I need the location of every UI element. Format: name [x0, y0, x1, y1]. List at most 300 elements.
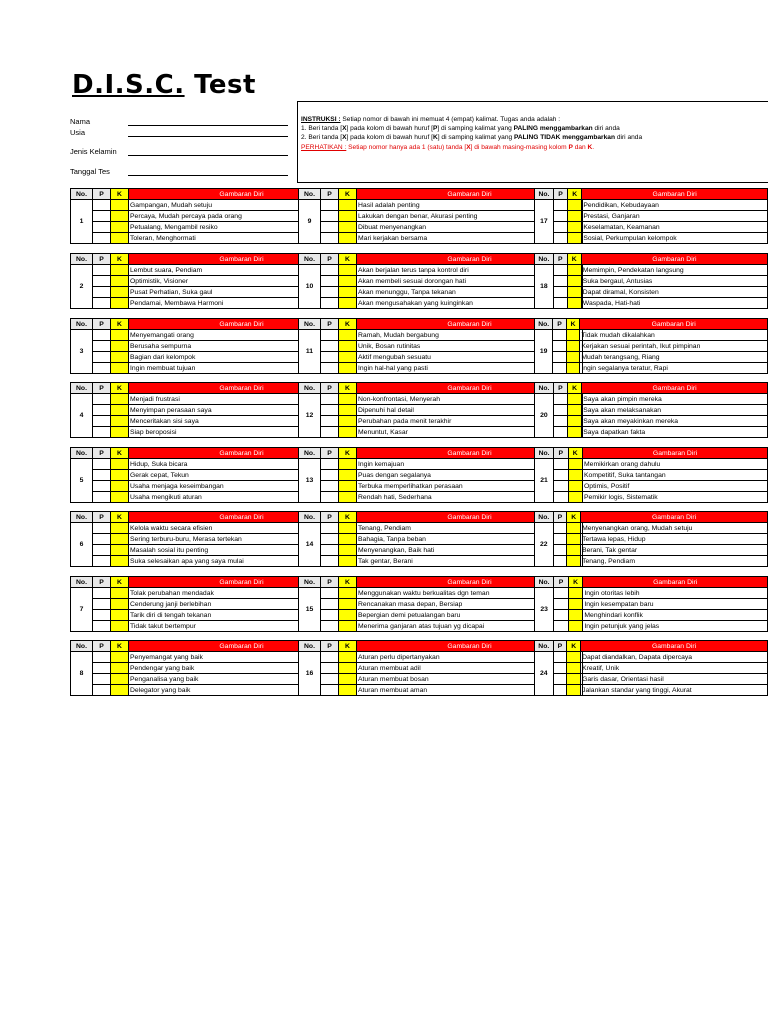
k-checkbox[interactable] — [568, 588, 583, 599]
question-number: 12 — [299, 394, 321, 438]
header-no: No. — [71, 383, 93, 394]
p-checkbox[interactable] — [93, 330, 111, 341]
k-checkbox[interactable] — [111, 599, 129, 610]
k-checkbox[interactable] — [567, 287, 581, 298]
statement-text: Delegator yang baik — [129, 685, 355, 696]
p-checkbox[interactable] — [321, 394, 339, 405]
statement-text: Tak gentar, Berani — [357, 556, 583, 567]
header-p: P — [553, 383, 567, 394]
k-checkbox[interactable] — [567, 674, 581, 685]
p-checkbox[interactable] — [93, 405, 111, 416]
p-checkbox[interactable] — [321, 276, 339, 287]
statement-row — [535, 265, 768, 276]
header-no: No. — [535, 189, 554, 200]
question-number: 7 — [71, 588, 93, 632]
k-checkbox[interactable] — [339, 588, 357, 599]
k-checkbox[interactable] — [339, 652, 357, 663]
k-checkbox[interactable] — [111, 200, 129, 211]
p-checkbox[interactable] — [553, 416, 567, 427]
k-checkbox[interactable] — [111, 492, 129, 503]
header-description: Gambaran Diri — [581, 512, 768, 523]
statement-text: Ingin kesempatan baru — [583, 599, 768, 610]
p-checkbox[interactable] — [93, 459, 111, 470]
k-checkbox[interactable] — [566, 341, 580, 352]
header-no: No. — [299, 448, 321, 459]
k-checkbox[interactable] — [111, 470, 129, 481]
header-p: P — [321, 577, 339, 588]
k-checkbox[interactable] — [339, 685, 357, 696]
statement-text: Tarik diri di tengah tekanan — [129, 610, 355, 621]
p-checkbox[interactable] — [93, 427, 111, 438]
header-no: No. — [299, 641, 321, 652]
k-checkbox[interactable] — [567, 427, 581, 438]
p-checkbox[interactable] — [554, 481, 568, 492]
k-checkbox[interactable] — [111, 610, 129, 621]
p-checkbox[interactable] — [93, 298, 111, 309]
p-checkbox[interactable] — [93, 610, 111, 621]
header-no: No. — [299, 189, 321, 200]
p-checkbox[interactable] — [93, 222, 111, 233]
p-checkbox[interactable] — [553, 545, 567, 556]
p-checkbox[interactable] — [93, 470, 111, 481]
k-checkbox[interactable] — [568, 621, 583, 632]
statement-text: Ingin hal-hal yang pasti — [357, 363, 583, 374]
k-checkbox[interactable] — [568, 481, 583, 492]
p-checkbox[interactable] — [93, 233, 111, 244]
age-label: Usia — [70, 128, 86, 137]
question-block-19 — [534, 318, 768, 374]
k-checkbox[interactable] — [568, 211, 582, 222]
header-p: P — [321, 189, 339, 200]
k-checkbox[interactable] — [339, 599, 357, 610]
p-checkbox[interactable] — [321, 287, 339, 298]
statement-text: Penganalisa yang baik — [129, 674, 355, 685]
k-checkbox[interactable] — [567, 685, 581, 696]
k-checkbox[interactable] — [567, 545, 581, 556]
p-checkbox[interactable] — [321, 265, 339, 276]
statement-text: Menerima ganjaran atas tujuan yg dicapai — [357, 621, 583, 632]
k-checkbox[interactable] — [339, 610, 357, 621]
p-checkbox[interactable] — [321, 298, 339, 309]
statement-text: Sering terburu-buru, Merasa tertekan — [129, 534, 355, 545]
p-checkbox[interactable] — [93, 200, 111, 211]
p-checkbox[interactable] — [553, 523, 567, 534]
k-checkbox[interactable] — [111, 394, 129, 405]
header-description: Gambaran Diri — [129, 189, 355, 200]
statement-text: Menyenangkan orang, Mudah setuju — [581, 523, 768, 534]
p-checkbox[interactable] — [321, 652, 339, 663]
statement-text: Dibuat menyenangkan — [357, 222, 583, 233]
k-checkbox[interactable] — [339, 621, 357, 632]
question-number: 21 — [535, 459, 554, 503]
k-checkbox[interactable] — [567, 523, 581, 534]
k-checkbox[interactable] — [339, 545, 357, 556]
header-no: No. — [535, 254, 554, 265]
k-checkbox[interactable] — [111, 352, 129, 363]
statement-text: Akan menunggu, Tanpa tekanan — [357, 287, 583, 298]
k-checkbox[interactable] — [111, 298, 129, 309]
p-checkbox[interactable] — [93, 685, 111, 696]
header-no: No. — [299, 512, 321, 523]
header-description: Gambaran Diri — [129, 319, 355, 330]
p-checkbox[interactable] — [321, 674, 339, 685]
k-checkbox[interactable] — [111, 427, 129, 438]
header-k: K — [567, 512, 581, 523]
p-checkbox[interactable] — [553, 222, 567, 233]
k-checkbox[interactable] — [339, 523, 357, 534]
p-checkbox[interactable] — [321, 341, 339, 352]
p-checkbox[interactable] — [321, 459, 339, 470]
statement-text: Aturan perlu dipertanyakan — [357, 652, 583, 663]
p-checkbox[interactable] — [321, 470, 339, 481]
k-checkbox[interactable] — [111, 211, 129, 222]
p-checkbox[interactable] — [554, 459, 568, 470]
k-checkbox[interactable] — [339, 416, 357, 427]
k-checkbox[interactable] — [567, 652, 581, 663]
k-checkbox[interactable] — [111, 330, 129, 341]
statement-text: Mari kerjakan bersama — [357, 233, 583, 244]
p-checkbox[interactable] — [321, 330, 339, 341]
p-checkbox[interactable] — [93, 492, 111, 503]
header-k: K — [339, 319, 357, 330]
k-checkbox[interactable] — [339, 330, 357, 341]
statement-row — [535, 405, 768, 416]
statement-row — [535, 459, 768, 470]
k-checkbox[interactable] — [567, 405, 581, 416]
k-checkbox[interactable] — [111, 405, 129, 416]
p-checkbox[interactable] — [553, 287, 567, 298]
k-checkbox[interactable] — [339, 222, 357, 233]
k-checkbox[interactable] — [339, 492, 357, 503]
question-block-18 — [534, 253, 768, 309]
name-field[interactable] — [128, 125, 288, 126]
k-checkbox[interactable] — [567, 663, 581, 674]
k-checkbox[interactable] — [339, 265, 357, 276]
header-k: K — [111, 641, 129, 652]
statement-text: Saya akan pimpin mereka — [582, 394, 768, 405]
k-checkbox[interactable] — [339, 470, 357, 481]
statement-text: Suka selesaikan apa yang saya mulai — [129, 556, 355, 567]
p-checkbox[interactable] — [321, 588, 339, 599]
header-k: K — [568, 189, 582, 200]
statement-text: Optimistik, Visioner — [129, 276, 355, 287]
k-checkbox[interactable] — [111, 652, 129, 663]
k-checkbox[interactable] — [111, 545, 129, 556]
p-checkbox[interactable] — [321, 534, 339, 545]
p-checkbox[interactable] — [554, 610, 569, 621]
p-checkbox[interactable] — [93, 621, 111, 632]
k-checkbox[interactable] — [111, 685, 129, 696]
k-checkbox[interactable] — [567, 265, 581, 276]
k-checkbox[interactable] — [339, 276, 357, 287]
k-checkbox[interactable] — [568, 459, 583, 470]
p-checkbox[interactable] — [553, 265, 567, 276]
k-checkbox[interactable] — [566, 352, 580, 363]
statement-row — [535, 481, 768, 492]
question-number: 10 — [299, 265, 321, 309]
p-checkbox[interactable] — [321, 492, 339, 503]
k-checkbox[interactable] — [111, 663, 129, 674]
k-checkbox[interactable] — [111, 459, 129, 470]
instruction-line-2: 2. Beri tanda [X] pada kolom di bawah huruf [K] di samping kalimat yang PALING TIDAK menggambarkan diri anda — [301, 134, 643, 142]
k-checkbox[interactable] — [339, 663, 357, 674]
p-checkbox[interactable] — [321, 556, 339, 567]
statement-text: Akan membeli sesuai dorongan hati — [357, 276, 583, 287]
statement-text: Kerjakan sesuai perintah, Ikut pimpinan — [580, 341, 768, 352]
k-checkbox[interactable] — [339, 287, 357, 298]
p-checkbox[interactable] — [553, 363, 566, 374]
p-checkbox[interactable] — [93, 363, 111, 374]
statement-text: Masalah sosial itu penting — [129, 545, 355, 556]
p-checkbox[interactable] — [553, 427, 567, 438]
statement-text: Penyemangat yang baik — [129, 652, 355, 663]
question-block-24 — [534, 640, 768, 696]
p-checkbox[interactable] — [553, 394, 567, 405]
instruction-line-1: 1. Beri tanda [X] pada kolom di bawah huruf [P] di samping kalimat yang PALING menggambarkan diri anda — [301, 125, 620, 133]
k-checkbox[interactable] — [111, 341, 129, 352]
k-checkbox[interactable] — [339, 405, 357, 416]
p-checkbox[interactable] — [93, 556, 111, 567]
p-checkbox[interactable] — [553, 652, 567, 663]
header-description: Gambaran Diri — [129, 641, 355, 652]
statement-row — [535, 492, 768, 503]
statement-text: Menyimpan perasaan saya — [129, 405, 355, 416]
question-number: 11 — [299, 330, 321, 374]
statement-text: Gerak cepat, Tekun — [129, 470, 355, 481]
p-checkbox[interactable] — [93, 265, 111, 276]
p-checkbox[interactable] — [321, 200, 339, 211]
p-checkbox[interactable] — [93, 394, 111, 405]
instruction-warning: PERHATIKAN : Setiap nomor hanya ada 1 (satu) tanda [X] di bawah masing-masing kolom P dan K. — [301, 143, 595, 151]
p-checkbox[interactable] — [553, 663, 567, 674]
k-checkbox[interactable] — [339, 298, 357, 309]
statement-row — [535, 523, 768, 534]
header-p: P — [93, 577, 111, 588]
p-checkbox[interactable] — [321, 211, 339, 222]
k-checkbox[interactable] — [111, 621, 129, 632]
statement-text: Dapat diandalkan, Dapata dipercaya — [581, 652, 768, 663]
p-checkbox[interactable] — [553, 685, 567, 696]
statement-text: Memimpin, Pendekatan langsung — [581, 265, 767, 276]
statement-text: Tenang, Pendiam — [581, 556, 768, 567]
statement-text: Tenang, Pendiam — [357, 523, 583, 534]
k-checkbox[interactable] — [339, 534, 357, 545]
k-checkbox[interactable] — [568, 200, 582, 211]
k-checkbox[interactable] — [339, 363, 357, 374]
gender-field[interactable] — [128, 155, 288, 156]
k-checkbox[interactable] — [568, 222, 582, 233]
p-checkbox[interactable] — [93, 534, 111, 545]
statement-text: Tidak takut bertempur — [129, 621, 355, 632]
header-no: No. — [71, 319, 93, 330]
p-checkbox[interactable] — [321, 545, 339, 556]
k-checkbox[interactable] — [568, 599, 583, 610]
p-checkbox[interactable] — [553, 534, 567, 545]
name-label: Nama — [70, 117, 91, 126]
statement-text: Berusaha sempurna — [129, 341, 355, 352]
header-k: K — [339, 512, 357, 523]
k-checkbox[interactable] — [339, 556, 357, 567]
p-checkbox[interactable] — [553, 298, 567, 309]
page-title — [72, 70, 256, 100]
k-checkbox[interactable] — [339, 394, 357, 405]
p-checkbox[interactable] — [93, 416, 111, 427]
k-checkbox[interactable] — [339, 211, 357, 222]
k-checkbox[interactable] — [339, 481, 357, 492]
p-checkbox[interactable] — [93, 523, 111, 534]
statement-row — [535, 545, 768, 556]
p-checkbox[interactable] — [93, 545, 111, 556]
p-checkbox[interactable] — [553, 330, 566, 341]
statement-text: Tertawa lepas, Hidup — [581, 534, 768, 545]
k-checkbox[interactable] — [339, 674, 357, 685]
p-checkbox[interactable] — [93, 287, 111, 298]
question-number: 14 — [299, 523, 321, 567]
statement-text: Jalankan standar yang tinggi, Akurat — [581, 685, 768, 696]
question-number: 22 — [535, 523, 554, 567]
header-k: K — [339, 189, 357, 200]
k-checkbox[interactable] — [111, 287, 129, 298]
statement-text: Memikirkan orang dahulu — [583, 459, 768, 470]
p-checkbox[interactable] — [553, 352, 566, 363]
header-p: P — [321, 512, 339, 523]
age-field[interactable] — [128, 136, 288, 137]
p-checkbox[interactable] — [321, 481, 339, 492]
p-checkbox[interactable] — [554, 599, 569, 610]
k-checkbox[interactable] — [111, 416, 129, 427]
header-description: Gambaran Diri — [129, 512, 355, 523]
header-p: P — [93, 319, 111, 330]
statement-row — [535, 674, 768, 685]
title-word: Test — [194, 70, 256, 100]
p-checkbox[interactable] — [321, 663, 339, 674]
k-checkbox[interactable] — [567, 556, 581, 567]
k-checkbox[interactable] — [567, 394, 581, 405]
p-checkbox[interactable] — [553, 341, 566, 352]
header-no: No. — [299, 254, 321, 265]
statement-row — [535, 298, 768, 309]
header-no: No. — [71, 641, 93, 652]
p-checkbox[interactable] — [321, 352, 339, 363]
statement-text: Lembut suara, Pendiam — [129, 265, 355, 276]
p-checkbox[interactable] — [554, 492, 568, 503]
p-checkbox[interactable] — [321, 523, 339, 534]
p-checkbox[interactable] — [93, 599, 111, 610]
k-checkbox[interactable] — [111, 556, 129, 567]
p-checkbox[interactable] — [553, 233, 567, 244]
statement-row — [535, 652, 768, 663]
p-checkbox[interactable] — [321, 416, 339, 427]
question-number: 3 — [71, 330, 93, 374]
k-checkbox[interactable] — [339, 341, 357, 352]
statement-text: Aturan membuat bosan — [357, 674, 583, 685]
k-checkbox[interactable] — [568, 610, 583, 621]
k-checkbox[interactable] — [111, 674, 129, 685]
k-checkbox[interactable] — [339, 233, 357, 244]
p-checkbox[interactable] — [321, 621, 339, 632]
p-checkbox[interactable] — [93, 352, 111, 363]
k-checkbox[interactable] — [111, 265, 129, 276]
k-checkbox[interactable] — [568, 492, 583, 503]
p-checkbox[interactable] — [93, 481, 111, 492]
p-checkbox[interactable] — [553, 556, 567, 567]
gender-label: Jenis Kelamin — [70, 147, 117, 156]
p-checkbox[interactable] — [321, 405, 339, 416]
p-checkbox[interactable] — [553, 405, 567, 416]
p-checkbox[interactable] — [321, 610, 339, 621]
p-checkbox[interactable] — [93, 588, 111, 599]
p-checkbox[interactable] — [321, 427, 339, 438]
p-checkbox[interactable] — [553, 276, 567, 287]
statement-text: Non-konfrontasi, Menyerah — [357, 394, 583, 405]
statement-text: Pemikir logis, Sistematik — [583, 492, 768, 503]
k-checkbox[interactable] — [111, 588, 129, 599]
p-checkbox[interactable] — [553, 674, 567, 685]
statement-row — [535, 427, 768, 438]
k-checkbox[interactable] — [566, 330, 580, 341]
k-checkbox[interactable] — [339, 200, 357, 211]
p-checkbox[interactable] — [93, 652, 111, 663]
k-checkbox[interactable] — [111, 534, 129, 545]
p-checkbox[interactable] — [93, 276, 111, 287]
test-date-field[interactable] — [128, 175, 288, 176]
k-checkbox[interactable] — [568, 233, 582, 244]
k-checkbox[interactable] — [567, 298, 581, 309]
block-header — [535, 319, 768, 330]
p-checkbox[interactable] — [554, 470, 568, 481]
k-checkbox[interactable] — [111, 363, 129, 374]
p-checkbox[interactable] — [321, 363, 339, 374]
p-checkbox[interactable] — [93, 663, 111, 674]
question-number: 17 — [535, 200, 554, 244]
p-checkbox[interactable] — [553, 200, 567, 211]
k-checkbox[interactable] — [568, 470, 583, 481]
k-checkbox[interactable] — [111, 481, 129, 492]
p-checkbox[interactable] — [553, 211, 567, 222]
k-checkbox[interactable] — [339, 352, 357, 363]
p-checkbox[interactable] — [93, 211, 111, 222]
k-checkbox[interactable] — [111, 276, 129, 287]
header-k: K — [567, 254, 581, 265]
p-checkbox[interactable] — [321, 222, 339, 233]
k-checkbox[interactable] — [567, 416, 581, 427]
p-checkbox[interactable] — [93, 341, 111, 352]
statement-text: Kompetitif, Suka tantangan — [583, 470, 768, 481]
question-number: 6 — [71, 523, 93, 567]
k-checkbox[interactable] — [339, 427, 357, 438]
k-checkbox[interactable] — [111, 523, 129, 534]
k-checkbox[interactable] — [566, 363, 580, 374]
p-checkbox[interactable] — [321, 233, 339, 244]
header-description: Gambaran Diri — [357, 448, 583, 459]
header-no: No. — [535, 641, 554, 652]
k-checkbox[interactable] — [111, 233, 129, 244]
k-checkbox[interactable] — [111, 222, 129, 233]
p-checkbox[interactable] — [321, 599, 339, 610]
statement-text: Prestasi, Ganjaran — [582, 211, 768, 222]
k-checkbox[interactable] — [567, 276, 581, 287]
k-checkbox[interactable] — [567, 534, 581, 545]
statement-text: Waspada, Hati-hati — [581, 298, 767, 309]
k-checkbox[interactable] — [339, 459, 357, 470]
statement-text: Menyenangkan, Baik hati — [357, 545, 583, 556]
header-description: Gambaran Diri — [581, 254, 767, 265]
p-checkbox[interactable] — [321, 685, 339, 696]
p-checkbox[interactable] — [554, 588, 569, 599]
p-checkbox[interactable] — [554, 621, 569, 632]
statement-text: Menghindari konflik — [583, 610, 768, 621]
p-checkbox[interactable] — [93, 674, 111, 685]
